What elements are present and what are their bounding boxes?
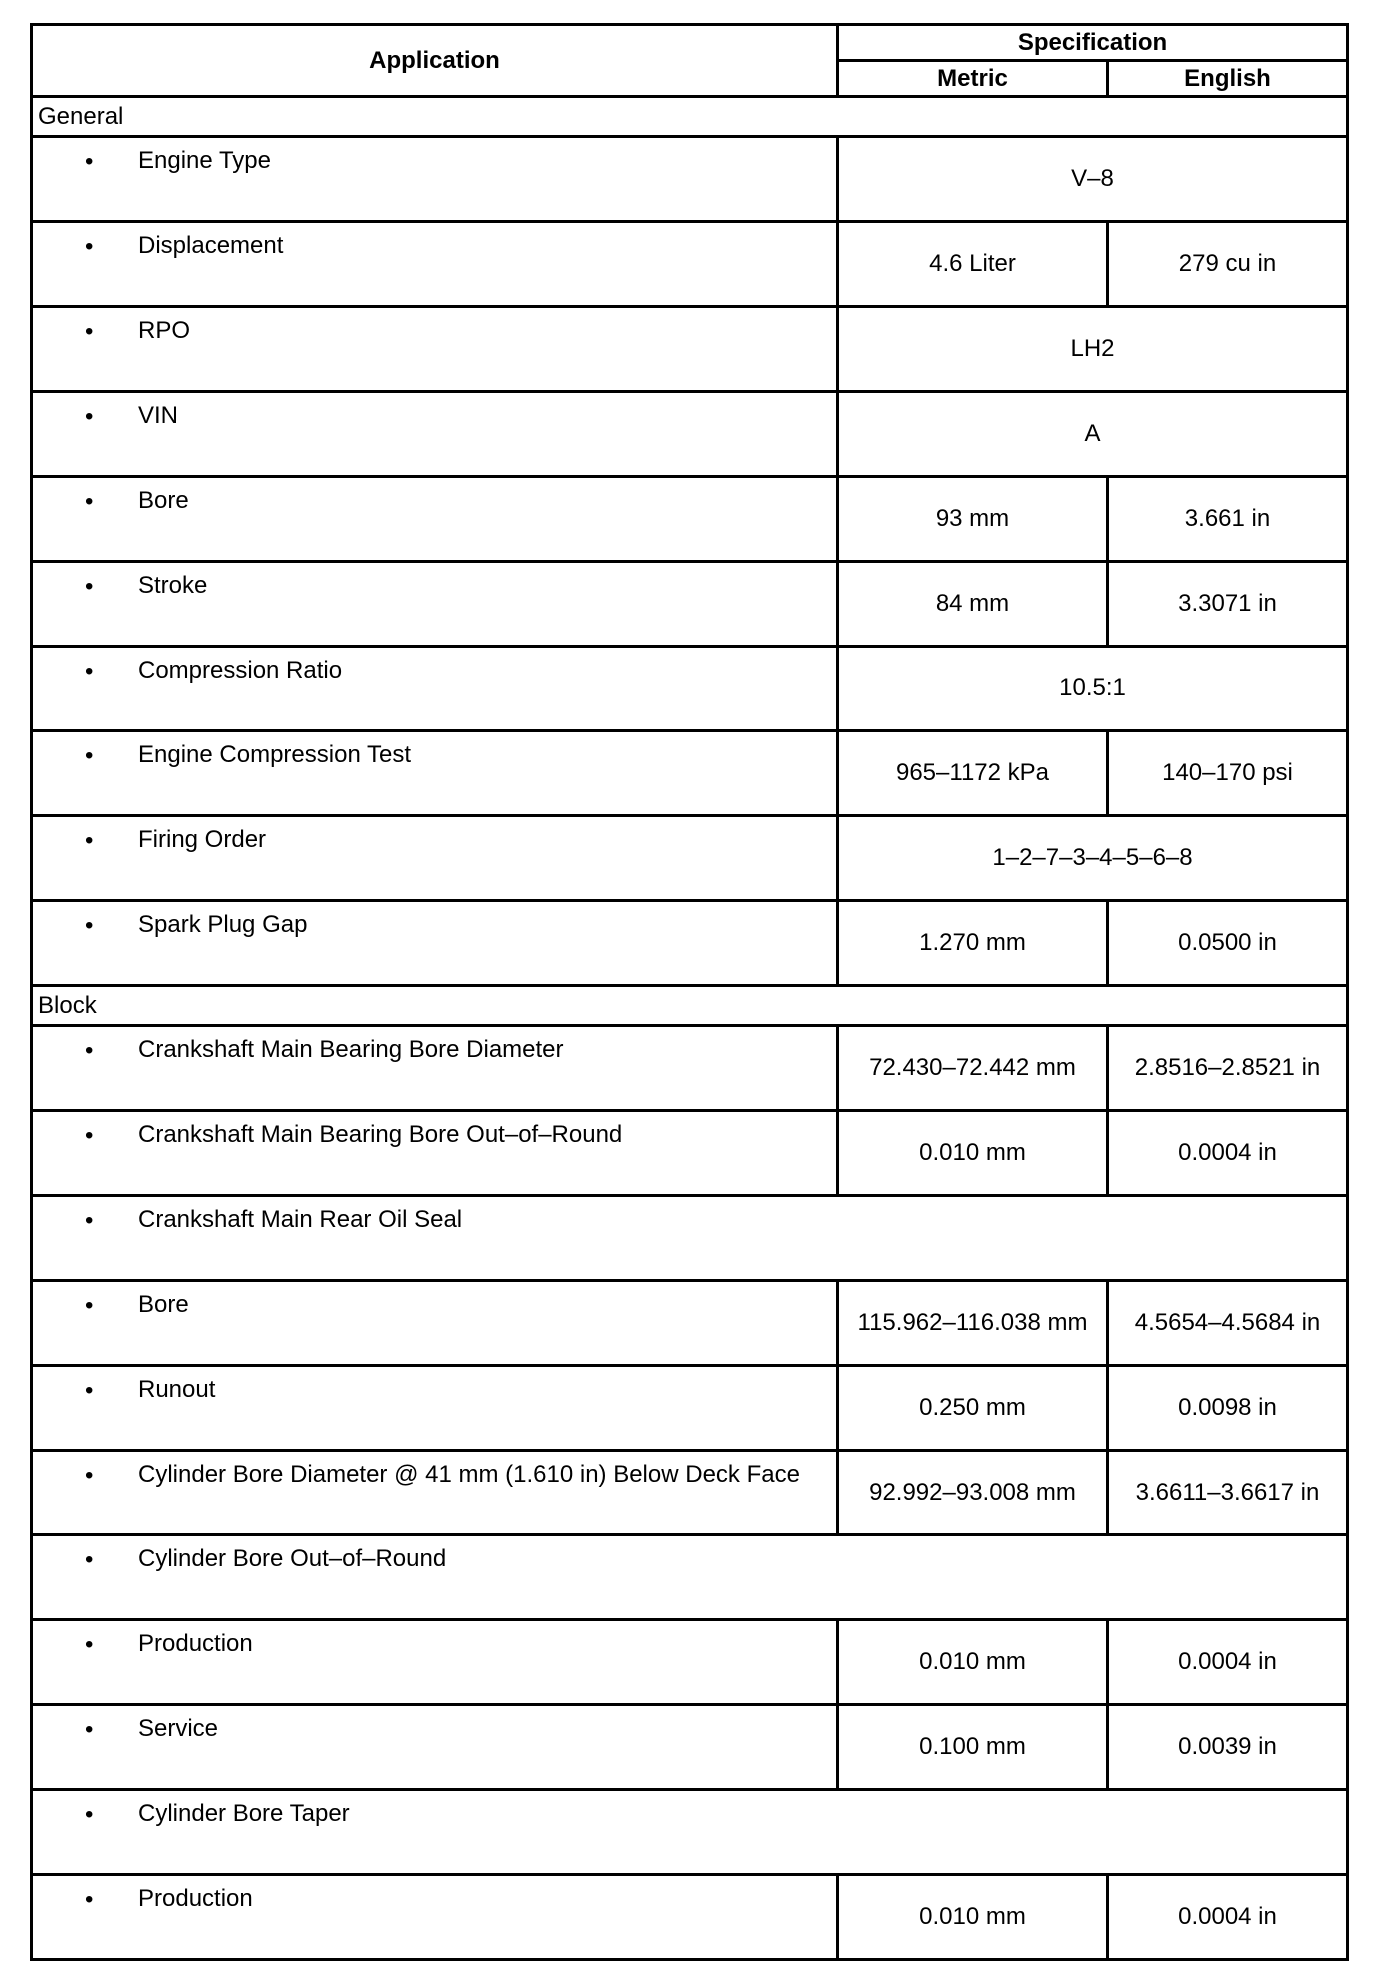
metric-value: 72.430–72.442 mm	[838, 1026, 1108, 1111]
table-row	[32, 1280, 1348, 1365]
metric-value: 0.250 mm	[838, 1365, 1108, 1450]
bullet-icon: •	[85, 912, 94, 940]
english-value: 0.0004 in	[1108, 1111, 1348, 1196]
application-cell	[32, 1280, 838, 1365]
bullet-icon: •	[85, 1291, 94, 1319]
specification-table	[30, 23, 1349, 1961]
bullet-icon: •	[85, 1122, 94, 1150]
application-label: RPO	[138, 317, 191, 345]
metric-value: 115.962–116.038 mm	[838, 1280, 1108, 1365]
table-row	[32, 222, 1348, 307]
application-cell	[32, 561, 838, 646]
bullet-icon: •	[85, 1801, 94, 1829]
application-label: Compression Ratio	[138, 656, 343, 684]
application-cell	[32, 222, 838, 307]
specification-value: 10.5:1	[838, 646, 1348, 731]
bullet-icon: •	[85, 148, 94, 176]
application-label: Firing Order	[138, 826, 267, 854]
application-label: Runout	[138, 1375, 216, 1403]
specification-value: V–8	[838, 137, 1348, 222]
table-row	[32, 561, 1348, 646]
table-row	[32, 391, 1348, 476]
application-cell	[32, 646, 838, 731]
table-row	[32, 476, 1348, 561]
english-value: 2.8516–2.8521 in	[1108, 1026, 1348, 1111]
table-row	[32, 1196, 1348, 1281]
application-cell	[32, 1535, 1348, 1620]
application-cell	[32, 1196, 1348, 1281]
table-row	[32, 646, 1348, 731]
table-row	[32, 816, 1348, 901]
bullet-icon: •	[85, 1037, 94, 1065]
english-value: 279 cu in	[1108, 222, 1348, 307]
application-header: Application	[32, 25, 838, 97]
english-value: 4.5654–4.5684 in	[1108, 1280, 1348, 1365]
metric-value: 4.6 Liter	[838, 222, 1108, 307]
application-label: Bore	[138, 1290, 189, 1318]
bullet-icon: •	[85, 233, 94, 261]
table-row	[32, 1450, 1348, 1535]
english-value: 3.661 in	[1108, 476, 1348, 561]
application-cell	[32, 391, 838, 476]
english-value: 140–170 psi	[1108, 731, 1348, 816]
table-row	[32, 307, 1348, 392]
english-value: 0.0098 in	[1108, 1365, 1348, 1450]
english-value: 0.0004 in	[1108, 1874, 1348, 1959]
table-row	[32, 1790, 1348, 1875]
application-cell	[32, 1365, 838, 1450]
table-row	[32, 1365, 1348, 1450]
table-row	[32, 731, 1348, 816]
english-value: 0.0004 in	[1108, 1620, 1348, 1705]
application-label: Crankshaft Main Bearing Bore Diameter	[138, 1036, 564, 1064]
table-header	[32, 25, 1348, 97]
application-label: VIN	[138, 401, 179, 429]
bullet-icon: •	[85, 1716, 94, 1744]
bullet-icon: •	[85, 827, 94, 855]
application-cell	[32, 476, 838, 561]
bullet-icon: •	[85, 657, 94, 685]
english-value: 3.6611–3.6617 in	[1108, 1450, 1348, 1535]
application-cell	[32, 1705, 838, 1790]
table-row	[32, 1535, 1348, 1620]
english-value: 3.3071 in	[1108, 561, 1348, 646]
application-label: Crankshaft Main Bearing Bore Out–of–Round	[138, 1121, 623, 1149]
application-label: Spark Plug Gap	[138, 911, 308, 939]
bullet-icon: •	[85, 402, 94, 430]
table-body	[32, 97, 1348, 1960]
metric-value: 0.010 mm	[838, 1620, 1108, 1705]
application-label: Engine Type	[138, 147, 271, 175]
english-value: 0.0500 in	[1108, 901, 1348, 986]
application-cell	[32, 307, 838, 392]
metric-value: 92.992–93.008 mm	[838, 1450, 1108, 1535]
application-cell	[32, 137, 838, 222]
specification-header: Specification	[838, 25, 1348, 61]
application-cell	[32, 816, 838, 901]
application-label: Cylinder Bore Diameter @ 41 mm (1.610 in) Below Deck Face	[138, 1460, 800, 1488]
metric-value: 0.100 mm	[838, 1705, 1108, 1790]
application-cell	[32, 1620, 838, 1705]
application-cell	[32, 1026, 838, 1111]
application-cell	[32, 1450, 838, 1535]
bullet-icon: •	[85, 1546, 94, 1574]
application-label: Crankshaft Main Rear Oil Seal	[138, 1206, 463, 1234]
specification-value: 1–2–7–3–4–5–6–8	[838, 816, 1348, 901]
application-label: Production	[138, 1884, 253, 1912]
bullet-icon: •	[85, 487, 94, 515]
metric-value: 93 mm	[838, 476, 1108, 561]
section-title: General	[32, 97, 1348, 137]
application-cell	[32, 1111, 838, 1196]
application-label: Cylinder Bore Out–of–Round	[138, 1545, 447, 1573]
bullet-icon: •	[85, 1631, 94, 1659]
metric-value: 1.270 mm	[838, 901, 1108, 986]
bullet-icon: •	[85, 318, 94, 346]
section-row	[32, 97, 1348, 137]
application-label: Stroke	[138, 571, 208, 599]
metric-value: 0.010 mm	[838, 1111, 1108, 1196]
application-cell	[32, 1874, 838, 1959]
english-value: 0.0039 in	[1108, 1705, 1348, 1790]
application-cell	[32, 731, 838, 816]
application-cell	[32, 1790, 1348, 1875]
table-row	[32, 1705, 1348, 1790]
table-row	[32, 137, 1348, 222]
specification-value: A	[838, 391, 1348, 476]
application-label: Cylinder Bore Taper	[138, 1800, 350, 1828]
bullet-icon: •	[85, 1207, 94, 1235]
metric-value: 84 mm	[838, 561, 1108, 646]
metric-header: Metric	[838, 61, 1108, 97]
table-row	[32, 1620, 1348, 1705]
section-title: Block	[32, 985, 1348, 1025]
table-row	[32, 901, 1348, 986]
bullet-icon: •	[85, 572, 94, 600]
application-label: Production	[138, 1630, 253, 1658]
bullet-icon: •	[85, 1376, 94, 1404]
bullet-icon: •	[85, 742, 94, 770]
specification-value: LH2	[838, 307, 1348, 392]
application-cell	[32, 901, 838, 986]
english-header: English	[1108, 61, 1348, 97]
table-row	[32, 1026, 1348, 1111]
bullet-icon: •	[85, 1885, 94, 1913]
application-label: Service	[138, 1715, 219, 1743]
table-row	[32, 1111, 1348, 1196]
metric-value: 0.010 mm	[838, 1874, 1108, 1959]
table-row	[32, 1874, 1348, 1959]
application-label: Engine Compression Test	[138, 741, 412, 769]
application-label: Displacement	[138, 232, 284, 260]
application-label: Bore	[138, 486, 189, 514]
bullet-icon: •	[85, 1461, 94, 1489]
metric-value: 965–1172 kPa	[838, 731, 1108, 816]
